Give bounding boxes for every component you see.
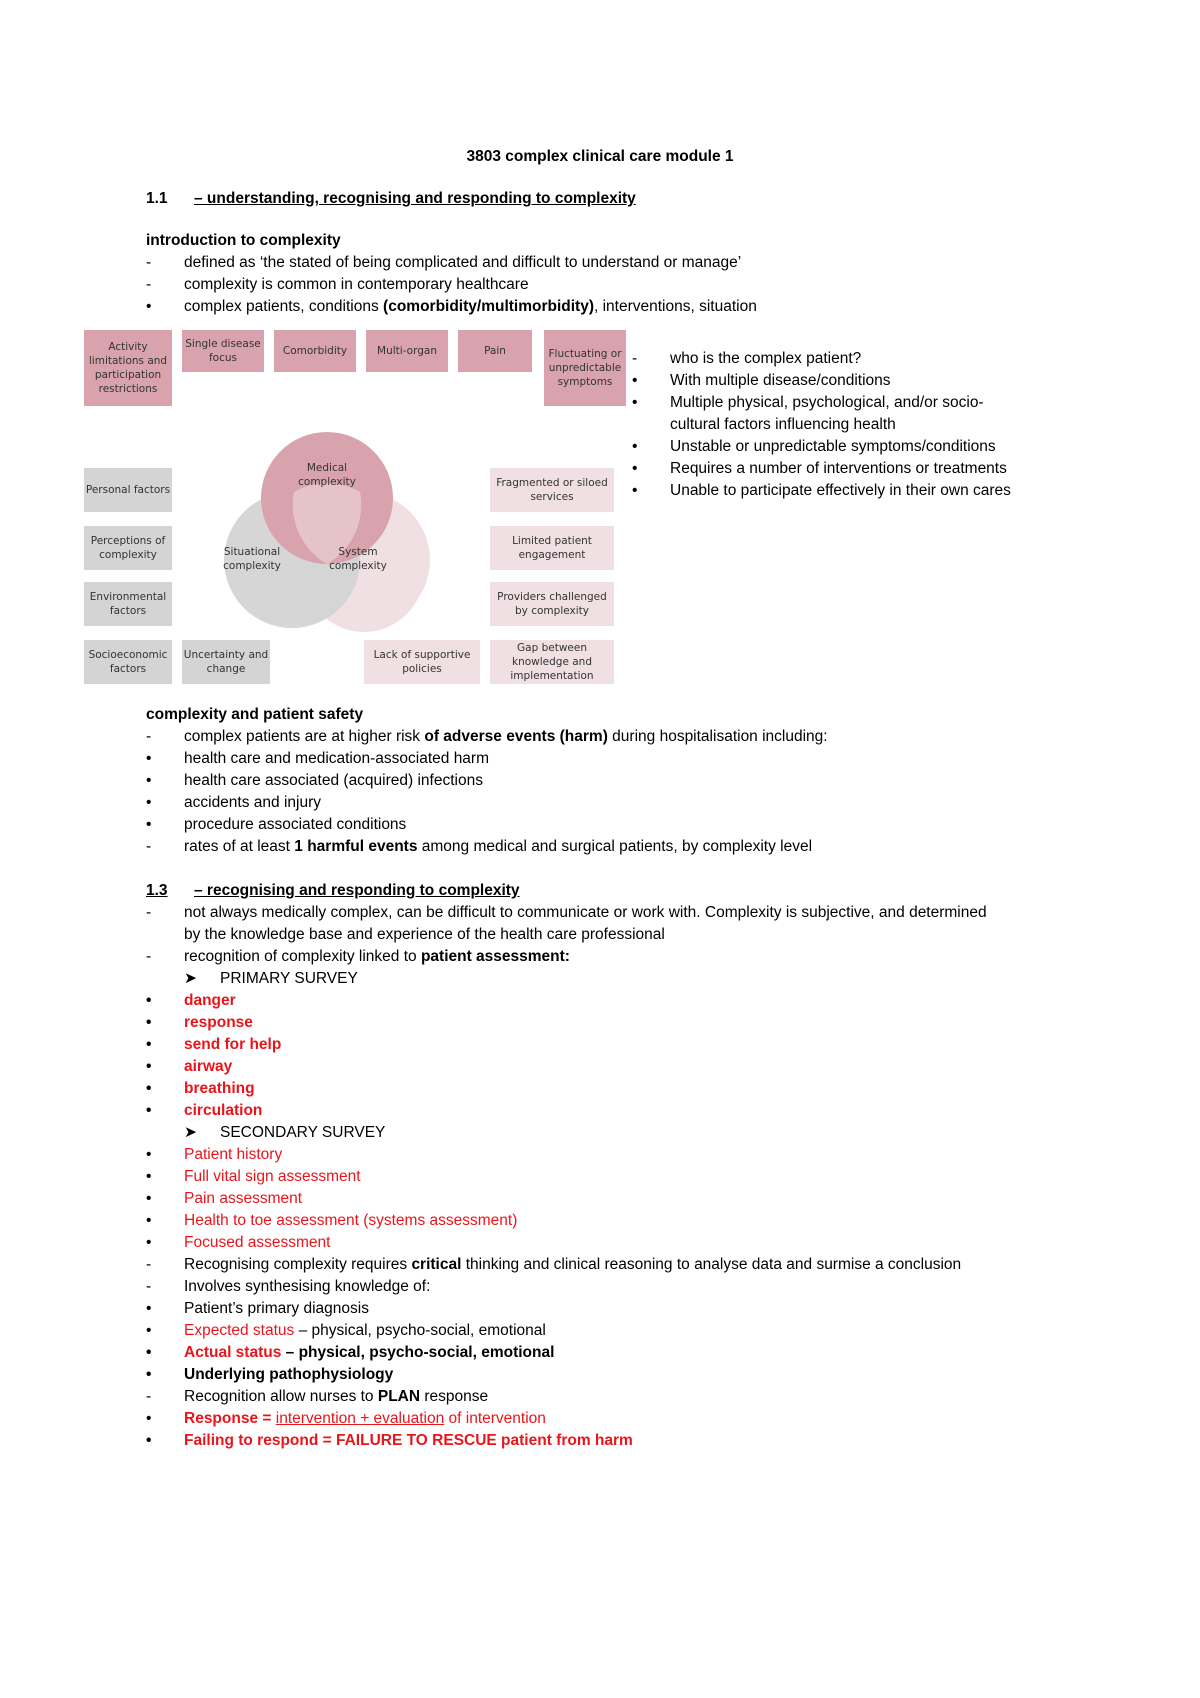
section-number: 1.3 xyxy=(146,882,168,899)
primary-survey-heading: ➤ PRIMARY SURVEY xyxy=(184,970,358,987)
diagram-box: Perceptions of complexity xyxy=(84,526,172,570)
diagram-box: Activity limitations and participation restrictions xyxy=(84,330,172,406)
diagram-box: Comorbidity xyxy=(274,330,356,372)
section-1-3-heading xyxy=(146,880,520,902)
complexity-diagram xyxy=(84,330,622,690)
venn-circles-layer xyxy=(184,392,484,642)
diagram-box: Personal factors xyxy=(84,468,172,512)
diagram-box: Environmental factors xyxy=(84,582,172,626)
diagram-box: Pain xyxy=(458,330,532,372)
diagram-box: Fluctuating or unpredictable symptoms xyxy=(544,330,626,406)
diagram-box: Uncertainty and change xyxy=(182,640,270,684)
diagram-box: Lack of supportive policies xyxy=(364,640,480,684)
venn-label: Situational complexity xyxy=(223,546,281,572)
diagram-box: Providers challenged by complexity xyxy=(490,582,614,626)
document-title: 3803 complex clinical care module 1 xyxy=(466,148,734,165)
section-title: – understanding, recognising and responding to complexity xyxy=(194,190,636,207)
venn-label: Medical complexity xyxy=(298,462,356,488)
section-title: – recognising and responding to complexity xyxy=(194,882,520,899)
diagram-box: Multi-organ xyxy=(366,330,448,372)
diagram-box: Socioeconomic factors xyxy=(84,640,172,684)
section-number: 1.1 xyxy=(146,190,168,207)
secondary-survey-heading: ➤ SECONDARY SURVEY xyxy=(184,1124,386,1141)
diagram-box: Single disease focus xyxy=(182,330,264,372)
diagram-box: Gap between knowledge and implementation xyxy=(490,640,614,684)
intro-heading: introduction to complexity xyxy=(146,232,341,249)
diagram-box: Limited patient engagement xyxy=(490,526,614,570)
safety-heading: complexity and patient safety xyxy=(146,706,364,723)
document-page: 3803 complex clinical care module 1 1.1 – understanding, recognising and responding to complexity introduction to complexity - defined as ‘the stated of being complicated and difficult to understand or manage’ - complexity is common in contemporary healthcare • complex patients, conditions (comorbidity/multimorbidity), interventions, situation Activity limitations and participation restrictions Single disease focus Comorbidity Multi-organ Pain Fluctuating or unpredictable symptoms Personal factors Perceptions of complexity Environmental factors Socioeconomic factors Uncertainty and change Lack of supportive policies Fragmented or siloed services Limited patient engagement Providers challenged by complexity Gap between knowledge and implementation Medical complexity Situational complexity System complexity - who is the complex patient? • With multiple disease/conditions • Multiple physical, psychological, and/or socio- cultural factors influencing health • Unstable or unpredictable symptoms/conditions • Requires a number of interventions or treatments • Unable to participate effectively in their own cares complexity and patient safety - complex patients are at higher risk of adverse events (harm) during hospitalisation including: • health care and medication-associated harm • health care associated (acquired) infections • accidents and injury • procedure associated conditions - rates of at least 1 harmful events among medical and surgical patients, by complexity level 1.3 – recognising and responding to complexity - not always medically complex, can be difficult to communicate or work with. Complexity is subjective, and determined by the knowledge base and experience of the health care professional - recognition of complexity linked to patient assessment: ➤ PRIMARY SURVEY • danger • response • send for help • airway • breathing • circulation ➤ SECONDARY SURVEY • Patient history • Full vital sign assessment • Pain assessment • Health to toe assessment (systems assessment) • Focused assessment - Recognising complexity requires critical thinking and clinical reasoning to analyse data and surmise a conclusion - Involves synthesising knowledge of: • Patient’s primary diagnosis • Expected status – physical, psycho-social, emotional • Actual status – physical, psycho-social, emotional • Underlying pathophysiology - Recognition allow nurses to PLAN response • Response = intervention + evaluation of intervention • Failing to respond = FAILURE TO RESCUE patient from harm xyxy=(0,0,1200,1698)
diagram-box: Fragmented or siloed services xyxy=(490,468,614,512)
section-1-1-heading xyxy=(146,188,636,210)
venn-label: System complexity xyxy=(329,546,387,572)
